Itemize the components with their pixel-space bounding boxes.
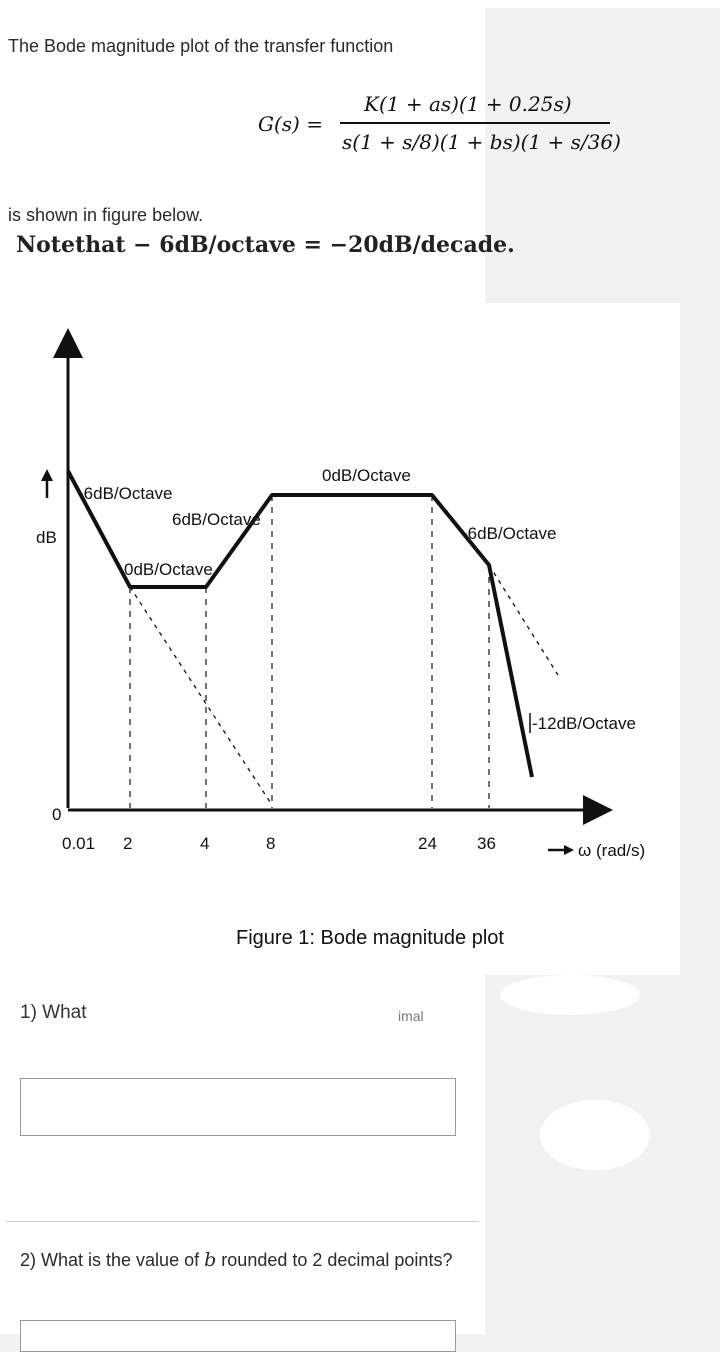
bode-magnitude-line	[68, 471, 532, 777]
corner-freq-guides	[130, 495, 489, 808]
smudge-1	[500, 975, 640, 1015]
x-tick-4: 4	[200, 834, 210, 853]
slope-label-0-low: 0dB/Octave	[124, 560, 213, 579]
slope-label-minus6-high: -6dB/Octave	[462, 524, 557, 543]
answer-1-input[interactable]	[20, 1078, 456, 1136]
omega-arrow-head	[564, 845, 574, 855]
shown-text: is shown in figure below.	[8, 205, 204, 225]
answer-2-input[interactable]	[20, 1320, 456, 1352]
formula-lhs: G(s) =	[258, 112, 323, 136]
figure-caption: Figure 1: Bode magnitude plot	[236, 927, 504, 949]
formula-denominator: s(1 + s/8)(1 + bs)(1 + s/36)	[342, 130, 621, 154]
question-2-prefix: 2) What is the value of	[20, 1250, 200, 1270]
bode-plot	[0, 303, 680, 975]
question-2-text	[20, 1240, 480, 1280]
slope-label-minus6-low: -6dB/Octave	[78, 484, 173, 503]
transfer-function-formula	[258, 90, 621, 170]
y-axis-label: dB	[36, 528, 57, 547]
x-tick-0.01: 0.01	[62, 834, 96, 853]
fraction-bar	[340, 122, 610, 124]
question-1-tail: imal	[398, 1008, 424, 1024]
x-tick-8: 8	[266, 834, 276, 853]
slope-label-plus6: 6dB/Octave	[172, 510, 261, 529]
figure-panel	[0, 303, 680, 975]
question-divider	[6, 1221, 478, 1222]
x-tick-2: 2	[123, 834, 133, 853]
x-tick-36: 36	[477, 834, 496, 853]
formula-numerator: K(1 + as)(1 + 0.25s)	[364, 92, 572, 116]
note-text: Notethat − 6dB/octave = −20dB/decade.	[16, 232, 515, 258]
db-arrow-head	[41, 469, 53, 481]
question-2-suffix: rounded to 2 decimal points?	[221, 1250, 453, 1270]
extension-minus6	[130, 587, 272, 805]
question-2-var: b	[204, 1249, 217, 1271]
x-tick-24: 24	[418, 834, 437, 853]
intro-text: The Bode magnitude plot of the transfer function	[8, 36, 394, 56]
slope-label-minus12: -12dB/Octave	[532, 714, 636, 733]
question-1-text: 1) What	[20, 1002, 87, 1023]
slope-label-0-high: 0dB/Octave	[322, 466, 411, 485]
smudge-2	[540, 1100, 650, 1170]
asymptote-extensions	[130, 565, 558, 805]
y-zero-label: 0	[52, 805, 62, 824]
x-axis-label: ω (rad/s)	[578, 841, 646, 860]
